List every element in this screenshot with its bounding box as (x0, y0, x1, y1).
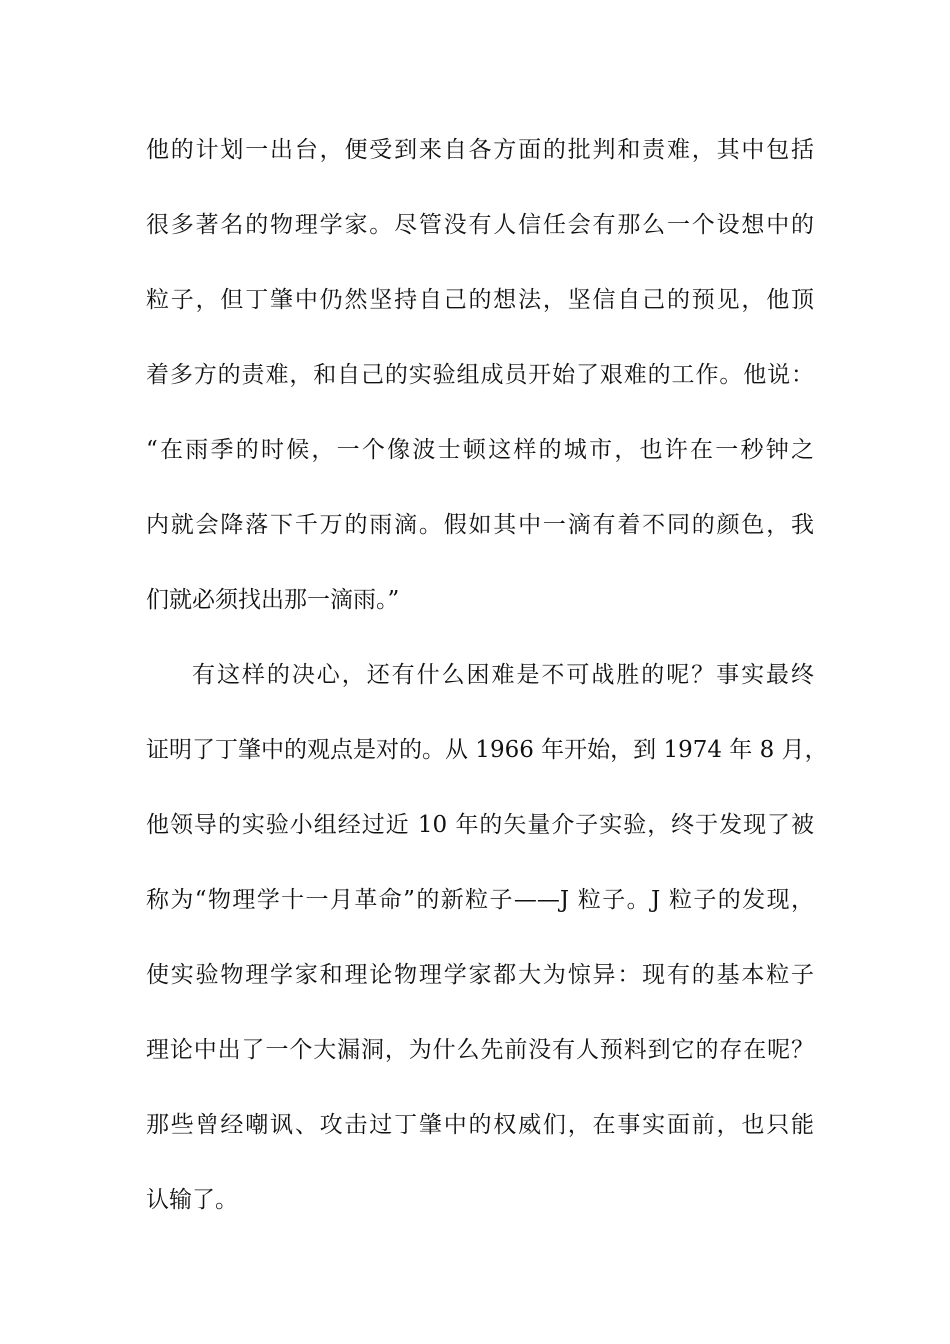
paragraph-line: 有这样的决心，还有什么困难是不可战胜的呢？事实最终 (192, 662, 814, 688)
paragraph-line: 他领导的实验小组经过近 10 年的矢量介子实验，终于发现了被 (146, 812, 814, 838)
paragraph-line: “在雨季的时候，一个像波士顿这样的城市，也许在一秒钟之 (146, 437, 814, 463)
paragraph-line: 称为“物理学十一月革命”的新粒子——J 粒子。J 粒子的发现， (146, 887, 814, 913)
paragraph-line: 使实验物理学家和理论物理学家都大为惊异：现有的基本粒子 (146, 962, 814, 988)
paragraph-line: 认输了。 (146, 1187, 238, 1213)
paragraph-line: 他的计划一出台，便受到来自各方面的批判和责难，其中包括 (146, 137, 814, 163)
paragraph-line: 证明了丁肇中的观点是对的。从 1966 年开始，到 1974 年 8 月， (146, 737, 828, 763)
paragraph-line: 那些曾经嘲讽、攻击过丁肇中的权威们，在事实面前，也只能 (146, 1112, 814, 1138)
paragraph-line: 粒子，但丁肇中仍然坚持自己的想法，坚信自己的预见，他顶 (146, 287, 814, 313)
paragraph-line: 内就会降落下千万的雨滴。假如其中一滴有着不同的颜色，我 (146, 512, 814, 538)
paragraph-line: 理论中出了一个大漏洞，为什么先前没有人预料到它的存在呢？ (146, 1037, 814, 1063)
paragraph-line: 着多方的责难，和自己的实验组成员开始了艰难的工作。他说： (146, 362, 814, 388)
paragraph-line: 们就必须找出那一滴雨。” (146, 587, 400, 613)
paragraph-line: 很多著名的物理学家。尽管没有人信任会有那么一个设想中的 (146, 212, 814, 238)
